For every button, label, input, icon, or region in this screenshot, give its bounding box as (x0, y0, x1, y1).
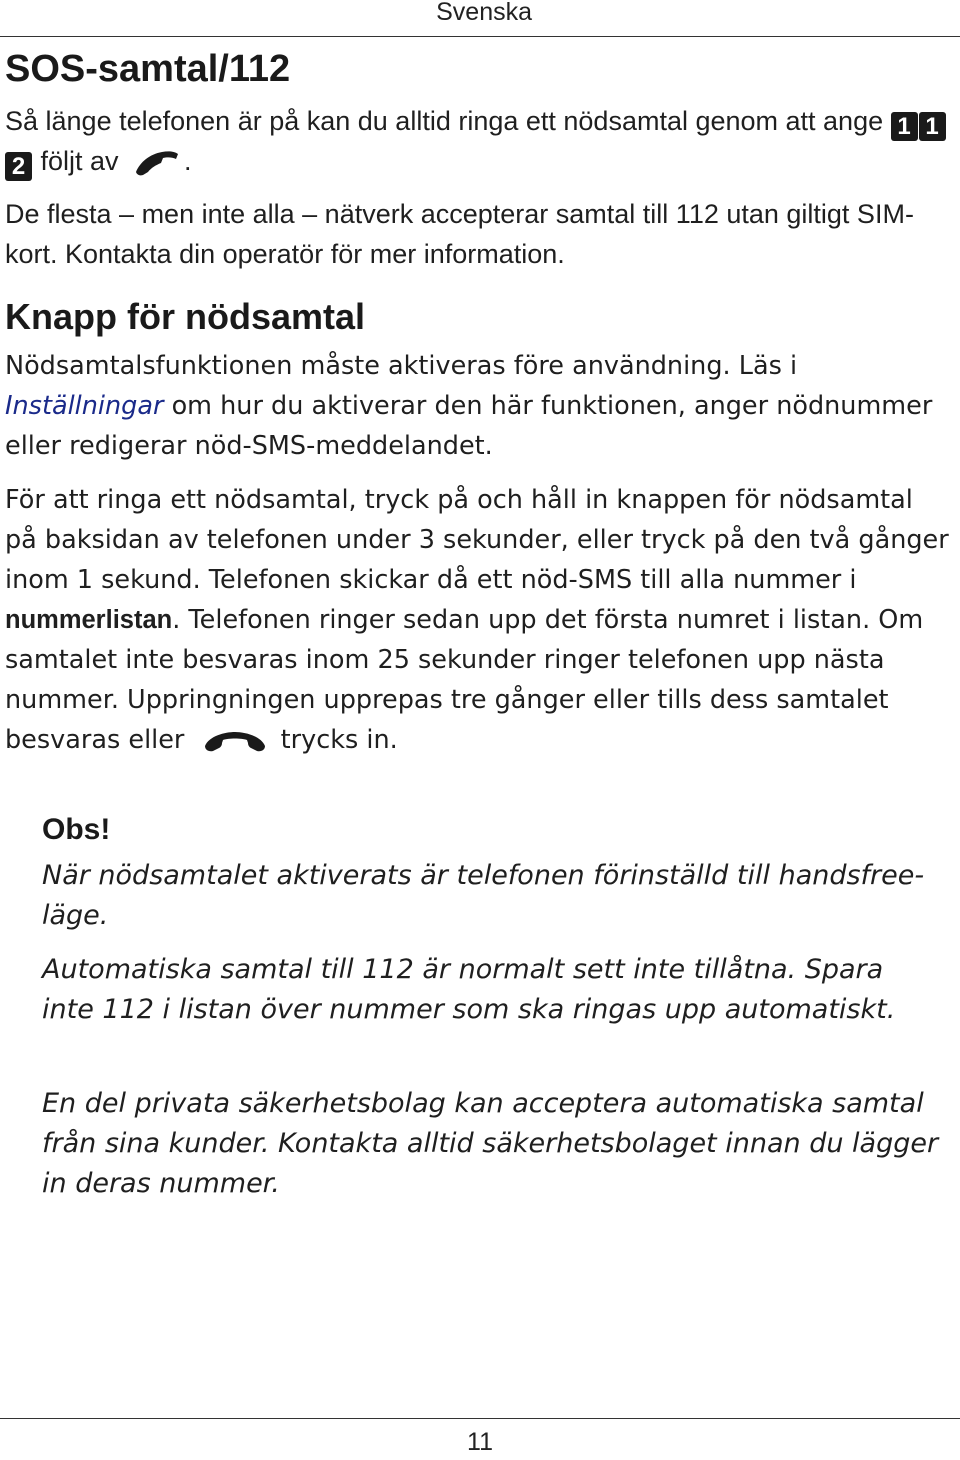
number-list-term: nummerlistan (5, 606, 173, 634)
note-handsfree: När nödsamtalet aktiverats är telefonen förinställd till handsfree-läge. (42, 860, 925, 931)
paragraph-text: Nödsamtalsfunktionen måste aktiveras före användning. Läs i (5, 351, 798, 381)
call-phone-icon (132, 148, 182, 189)
key-1-icon: 1 (919, 112, 946, 141)
section-title-emergency-button: Knapp för nödsamtal (5, 296, 366, 337)
paragraph-text: . (184, 146, 192, 176)
section-title-sos: SOS-samtal/112 (5, 48, 291, 90)
paragraph-activation (5, 346, 950, 466)
note-title: Obs! (42, 813, 111, 846)
paragraph-network-info: De flesta – men inte alla – nätverk accepterar samtal till 112 utan giltigt SIM-kort. Kontakta din operatör för mer information. (5, 199, 914, 269)
paragraph-text: om hur du aktiverar den här funktionen, anger nödnummer eller redigerar nöd-SMS-meddelandet. (5, 391, 933, 461)
paragraph-text: Så länge telefonen är på kan du alltid ringa ett nödsamtal genom att ange (5, 106, 891, 136)
paragraph-text: För att ringa ett nödsamtal, tryck på och håll in knappen för nödsamtal på baksidan av telefonen under 3 sekunder, eller tryck på den två gånger inom 1 sekund. Telefonen skickar då ett nöd-SMS till alla nummer i (5, 485, 949, 595)
paragraph-text: . Telefonen ringer sedan upp det första numret i listan. Om samtalet inte besvaras inom 25 sekunder ringer telefonen upp nästa nummer. Uppringningen upprepas tre gånger eller tills dess samtalet besvaras eller (5, 605, 924, 755)
page-number: 11 (467, 1428, 493, 1456)
header-divider (0, 36, 960, 37)
settings-link[interactable]: Inställningar (5, 391, 164, 421)
paragraph-emergency-call (5, 101, 950, 189)
paragraph-text: trycks in. (272, 725, 398, 755)
footer-divider (0, 1418, 960, 1419)
key-1-icon: 1 (891, 112, 918, 141)
note-security-companies: En del privata säkerhetsbolag kan acceptera automatiska samtal från sina kunder. Kontakta alltid säkerhetsbolaget innan du lägger in deras nummer. (42, 1088, 939, 1199)
end-call-icon (199, 728, 271, 768)
paragraph-instructions (5, 480, 950, 768)
paragraph-text: följt av (33, 146, 127, 176)
note-automatic-calls: Automatiska samtal till 112 är normalt sett inte tillåtna. Spara inte 112 i listan över nummer som ska ringas upp automatiskt. (42, 954, 896, 1025)
header-language: Svenska (436, 0, 532, 26)
key-2-icon: 2 (5, 152, 32, 181)
